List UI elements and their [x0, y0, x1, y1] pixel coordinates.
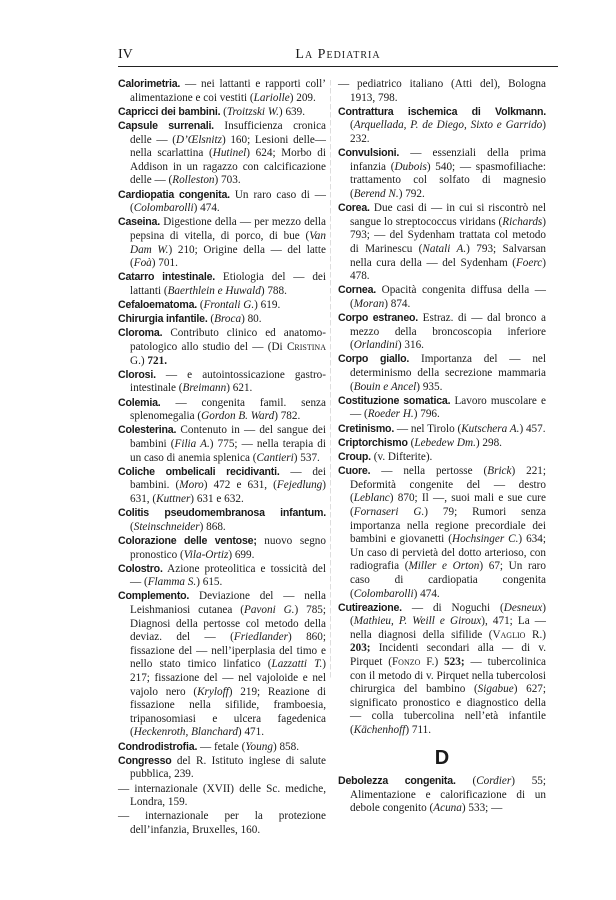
- entry-text: — tubercolinica con il metodo di v. Pirquet nella tubercolosi chirurgica del bambino (: [350, 656, 546, 696]
- entry-text: ) 793; — del Sydenham trattata col metodo di Marinescu (: [350, 215, 546, 255]
- author-citation: Heckenroth, Blanchard: [133, 726, 238, 739]
- author-citation: Brick: [487, 465, 512, 478]
- index-entry: [118, 299, 326, 313]
- author-citation: D’Œlsnitz: [175, 133, 222, 146]
- entry-text: ), 471; La — nella diagnosi della sifilide (: [350, 615, 546, 641]
- author-citation: Roeder H.: [367, 408, 414, 421]
- entry-text: (: [455, 775, 477, 788]
- entry-text: ) 793; Salvarsan nella cura della — del Sydenham (: [350, 242, 547, 269]
- entry-text: — internazionale (XVII) delle Sc. mediche, Londra, 159.: [118, 782, 326, 809]
- author-citation: Broca: [214, 313, 242, 326]
- entry-text: ) 221; Deformità congenite del — destro (: [350, 465, 546, 505]
- entry-text: — dei bambini. (: [130, 465, 326, 492]
- entry-text: Cristina G.: [130, 341, 326, 367]
- entry-heading: Cloroma.: [118, 327, 163, 340]
- entry-text: ) 792.: [398, 187, 425, 200]
- entry-text: Vaglio R.: [492, 628, 543, 641]
- index-entry: [118, 535, 326, 562]
- index-entry: [338, 451, 546, 465]
- index-entry: [338, 353, 546, 394]
- author-citation: Cantieri: [256, 451, 294, 464]
- entry-heading: Colitis pseudomembranosa infantum.: [118, 507, 326, 520]
- entry-text: ) 67; Un raro caso di cardiopatia congenita (: [350, 560, 546, 600]
- entry-text: ): [434, 656, 445, 669]
- author-citation: Pavoni G.: [243, 604, 295, 617]
- entry-heading: Colostro.: [118, 562, 163, 575]
- entry-text: Azione proteolitica e tossicità del — (: [130, 562, 326, 589]
- entry-text: ) 627; significato pronostico e diagnostico della — colla tubercolina nell’età infantile (: [350, 683, 546, 737]
- author-citation: Rolleston: [172, 174, 215, 187]
- index-entry: [118, 78, 326, 105]
- entry-text: ) 631 e 632.: [190, 492, 244, 505]
- entry-text: (: [130, 520, 134, 533]
- entry-text: (: [407, 436, 415, 449]
- entry-text: Contenuto in — del sangue dei bambini (: [130, 424, 326, 450]
- author-citation: Lariolle: [253, 91, 290, 104]
- index-entry: [338, 202, 546, 284]
- entry-text: Estraz. di — dal bronco a mezzo della broncoscopia inferiore (: [350, 312, 547, 352]
- entry-text: ) 474.: [193, 202, 220, 215]
- entry-text: ) 457.: [519, 422, 546, 435]
- author-citation: Sigabue: [477, 683, 514, 696]
- entry-text: ) 935.: [416, 380, 443, 393]
- entry-heading: Cutireazione.: [338, 601, 402, 614]
- entry-text: ) 533; —: [461, 802, 503, 815]
- author-citation: Acuna: [433, 802, 462, 815]
- entry-text: ) 631, (: [130, 479, 326, 505]
- section-letter: D: [434, 746, 450, 769]
- author-citation: Leblanc: [353, 492, 390, 505]
- author-citation: Kryloff: [197, 685, 229, 698]
- entry-text: ) 55; Alimentazione e calorificazione di un debole congenito (: [350, 775, 546, 815]
- entry-heading: Cardiopatia congenita.: [118, 188, 230, 201]
- entry-text: Etiologia del — dei lattanti (: [130, 271, 326, 297]
- entry-text: ) 298.: [475, 436, 502, 449]
- entry-text: ) 474.: [413, 587, 440, 600]
- index-entries-d: [338, 775, 546, 816]
- entry-text: ) 540; — spasmofiliache: trattamento col solfato di magnesio (: [350, 160, 546, 200]
- index-entry: [118, 271, 326, 298]
- entry-text: ) 160; Lesioni delle—nella scarlattina (: [130, 133, 326, 160]
- entry-text: (: [220, 105, 227, 118]
- page-header: [118, 47, 558, 67]
- index-entry: [338, 147, 546, 201]
- entry-heading: Cuore.: [338, 465, 371, 478]
- entry-text: Contributo clinico ed anatomo-patologico allo studio del — (Di: [130, 327, 326, 354]
- index-entry: [338, 395, 546, 422]
- entry-text: ) 868.: [199, 520, 226, 533]
- entry-text: (: [350, 119, 354, 132]
- index-entry: [118, 106, 326, 120]
- index-entries-c-continued: [338, 78, 546, 738]
- entry-text: ) 619.: [254, 299, 281, 312]
- entry-text: ) 615.: [196, 576, 223, 589]
- entry-text: ) 472 e 631, (: [203, 479, 277, 492]
- author-citation: Baerthlein e Huwald: [167, 284, 261, 297]
- entry-heading: Corea.: [338, 202, 370, 215]
- index-entry: [118, 216, 326, 270]
- entry-text: ) 701.: [151, 257, 178, 270]
- author-citation: Hutinel: [212, 147, 247, 160]
- entry-heading: Congresso: [118, 754, 172, 767]
- author-citation: Kuttner: [156, 492, 191, 505]
- entry-text: — pediatrico italiano (Atti del), Bologna 1913, 798.: [338, 78, 546, 104]
- index-entry: [338, 78, 546, 105]
- entry-heading: Corpo estraneo.: [338, 312, 419, 325]
- entry-text: ) 703.: [214, 174, 241, 187]
- index-entry: [118, 189, 326, 216]
- entry-text: ) 860; fissazione del — nell’iperplasia del timo e nello stato timico linfatico (: [130, 631, 326, 671]
- entry-text: ) 621.: [226, 382, 253, 395]
- entry-text: ) 775; — nella terapia di un caso di anemia splenica (: [130, 437, 326, 464]
- entry-heading: Debolezza congenita.: [338, 775, 456, 788]
- entry-text: ) 639.: [278, 105, 306, 118]
- author-citation: Natali A.: [422, 242, 467, 255]
- index-entry: [338, 312, 546, 353]
- entry-heading: Colorazione delle ventose;: [118, 534, 257, 547]
- entry-text: ) 219; Reazione di fissazione nella sifilide, framboesia, tripanosomiasi e ulcera fagedenica (: [130, 685, 327, 739]
- entry-heading: Coliche ombelicali recidivanti.: [118, 465, 280, 478]
- author-citation: Foerc: [515, 256, 543, 269]
- author-citation: Arquellada, P. de Diego, Sixto e Garrido: [353, 119, 543, 132]
- author-citation: Kutschera A.: [461, 422, 520, 435]
- entry-text: ) (: [350, 601, 546, 628]
- author-citation: Breimann: [182, 382, 227, 395]
- entry-text: ) 870; Il —, suoi mali e sue cure (: [350, 492, 546, 518]
- entry-heading: Calorimetria.: [118, 78, 181, 90]
- author-citation: Friedlander: [233, 631, 288, 644]
- author-citation: Mathieu, P. Weill e Giroux: [353, 615, 482, 628]
- entry-text: — e autointossicazione gastro-intestinale (: [130, 368, 326, 395]
- entry-text: Deviazione del — nella Leishmaniosi cutanea (: [130, 590, 326, 617]
- entry-text: Opacità congenita diffusa della — (: [350, 284, 546, 310]
- column-divider: [330, 80, 331, 680]
- index-entry: [118, 507, 326, 534]
- author-citation: Berend N.: [353, 187, 399, 200]
- entry-text: ) 210; Origine della — del latte (: [130, 243, 326, 270]
- index-entry: [338, 106, 546, 147]
- entry-text: — nei lattanti e rapporti coll’ alimentazione e coi vestiti (: [130, 78, 326, 104]
- entry-text: 523;: [444, 656, 465, 669]
- entry-heading: Capsule surrenali.: [118, 119, 214, 132]
- running-title: La Pediatria: [295, 47, 381, 62]
- entry-text: — internazionale per la protezione dell’infanzia, Bruxelles, 160.: [118, 810, 326, 836]
- entry-text: Un raro caso di — (: [130, 188, 326, 215]
- entry-heading: Chirurgia infantile.: [118, 313, 208, 326]
- author-citation: Colombarolli: [353, 587, 414, 600]
- index-entry: [118, 424, 326, 465]
- index-entry: [338, 284, 546, 311]
- index-entry: [118, 810, 326, 837]
- entry-text: Due casi di — in cui si riscontrò nel sangue lo streptococcus viridans (: [350, 202, 546, 228]
- author-citation: Moran: [353, 297, 385, 310]
- entry-text: ): [542, 628, 546, 641]
- entry-text: ) 782.: [274, 410, 301, 423]
- entry-heading: Catarro intestinale.: [118, 271, 216, 284]
- author-citation: Vila-Ortiz: [183, 548, 229, 561]
- entry-text: ) 478.: [350, 256, 546, 283]
- index-column-left: [118, 78, 326, 838]
- entry-text: ) 209.: [289, 91, 316, 104]
- entry-text: Insufficienza cronica delle — (: [130, 119, 327, 146]
- author-citation: Troitzski W.: [226, 105, 279, 118]
- index-entry: [338, 437, 546, 451]
- index-entry: [118, 590, 326, 740]
- index-entry: [338, 465, 546, 601]
- entry-text: Digestione della — per mezzo della pepsina di vitella, di porco, di bue (: [130, 216, 326, 242]
- entry-text: (: [197, 299, 204, 312]
- entry-heading: Colesterina.: [118, 424, 177, 437]
- entry-text: ) 316.: [397, 339, 424, 352]
- entry-heading: Condrodistrofia.: [118, 740, 198, 753]
- entry-text: ) 785; Diagnosi della pertosse col metodo della deviaz. del — (: [130, 604, 326, 644]
- entry-text: Importanza del — nel determinismo della secrezione mammaria (: [350, 353, 546, 393]
- entry-heading: Colemia.: [118, 396, 161, 409]
- entry-heading: Contrattura ischemica di Volkmann.: [338, 105, 546, 118]
- entry-text: ) 537.: [293, 451, 320, 464]
- index-entry: [118, 120, 326, 188]
- entry-text: 721.: [147, 354, 167, 367]
- entry-text: ) 471.: [237, 726, 265, 739]
- author-citation: Miller e Orton: [408, 560, 480, 573]
- entry-text: — di Noguchi (: [401, 601, 504, 614]
- author-citation: Frontali G.: [203, 299, 255, 312]
- entry-text: (: [207, 313, 215, 326]
- author-citation: Steinschneider: [133, 520, 200, 533]
- entry-text: ) 80.: [241, 313, 262, 326]
- entry-text: — nel Tirolo (: [394, 422, 462, 435]
- entry-text: ) 232.: [350, 119, 546, 145]
- index-entry: [118, 563, 326, 590]
- entry-text: ) 79; Rumori senza importanza nella regione precordiale dei bambini e giovanetti (: [350, 505, 546, 546]
- header-rule: [118, 66, 558, 67]
- entry-text: — congenita famil. senza splenomegalia (: [130, 396, 326, 423]
- author-citation: Fornaseri G.: [353, 505, 425, 518]
- author-citation: Orlandini: [353, 339, 398, 352]
- entry-text: ) 217; fissazione del — nel vajoloide e nel vajolo nero (: [130, 658, 326, 698]
- entry-text: ) 858.: [272, 740, 300, 753]
- author-citation: Kächenhoff: [353, 724, 406, 737]
- author-citation: Cordier: [476, 775, 512, 788]
- author-citation: Dubois: [394, 160, 427, 173]
- entry-text: ) 624; Morbo di Addison in un ragazzo con calcificazione delle — (: [130, 147, 326, 187]
- author-citation: Bouin e Ancel: [353, 380, 417, 393]
- author-citation: Richards: [502, 215, 543, 228]
- author-citation: Foà: [133, 257, 152, 270]
- entry-heading: Cornea.: [338, 284, 377, 297]
- entry-text: ) 796.: [413, 408, 440, 421]
- entry-heading: Capricci dei bambini.: [118, 105, 221, 118]
- index-entry: [118, 741, 326, 755]
- index-entry: [118, 466, 326, 507]
- entry-text: Lavoro muscolare e — (: [350, 394, 546, 421]
- entry-heading: Corpo giallo.: [338, 353, 410, 366]
- index-entry: [338, 423, 546, 437]
- entry-heading: Criptorchismo: [338, 436, 408, 449]
- entry-text: — fetale (: [197, 740, 246, 753]
- author-citation: Gordon B. Ward: [201, 410, 275, 423]
- author-citation: Van Dam W.: [130, 229, 326, 256]
- entry-text: del R. Istituto inglese di salute pubblica, 239.: [130, 754, 326, 781]
- entry-text: ): [140, 354, 148, 367]
- index-entry: [118, 313, 326, 327]
- index-entry: [338, 775, 546, 816]
- author-citation: Flamma S.: [147, 576, 197, 589]
- entry-text: Fonzo F.: [391, 656, 435, 669]
- author-citation: Colombarolli: [133, 202, 194, 215]
- author-citation: Filia A.: [174, 437, 210, 450]
- entry-text: ) 699.: [228, 548, 255, 561]
- author-citation: Young: [245, 740, 273, 753]
- entry-text: nuovo segno pronostico (: [130, 534, 326, 561]
- entry-text: ) 634; Un caso di pervietà del dotto arterioso, con radiografia (: [350, 533, 546, 573]
- page-number: IV: [118, 47, 133, 62]
- entry-text: 203;: [350, 642, 371, 655]
- author-citation: Fejedlung: [276, 479, 323, 492]
- author-citation: Hochsinger C.: [451, 533, 519, 546]
- entry-heading: Croup.: [338, 450, 371, 463]
- index-entry: [118, 397, 326, 424]
- entry-text: ) 788.: [260, 284, 287, 297]
- index-entry: [118, 755, 326, 782]
- entry-text: ) 711.: [405, 724, 432, 737]
- index-entry: [118, 369, 326, 396]
- author-citation: Lazzatti T.: [271, 658, 323, 671]
- index-column-right: [338, 78, 546, 816]
- author-citation: Moro: [179, 479, 204, 492]
- author-citation: Desneux: [503, 601, 543, 614]
- entry-text: ) 874.: [384, 297, 411, 310]
- entry-text: (v. Difterite).: [370, 450, 433, 463]
- entry-heading: Caseina.: [118, 216, 160, 229]
- entry-heading: Cefaloematoma.: [118, 299, 198, 312]
- index-entry: [118, 783, 326, 810]
- entry-heading: Costituzione somatica.: [338, 394, 451, 407]
- author-citation: Lebedew Dm.: [414, 436, 476, 449]
- entry-heading: Cretinismo.: [338, 422, 395, 435]
- entry-heading: Clorosi.: [118, 368, 156, 381]
- entry-text: — essenziali della prima infanzia (: [350, 147, 546, 173]
- entry-text: — nella pertosse (: [370, 465, 488, 478]
- index-entry: [118, 327, 326, 368]
- index-entry: [338, 602, 546, 738]
- entry-heading: Complemento.: [118, 590, 190, 603]
- entry-heading: Convulsioni.: [338, 147, 400, 160]
- entry-text: Incidenti secondari alla — di v. Pirquet (: [350, 642, 546, 669]
